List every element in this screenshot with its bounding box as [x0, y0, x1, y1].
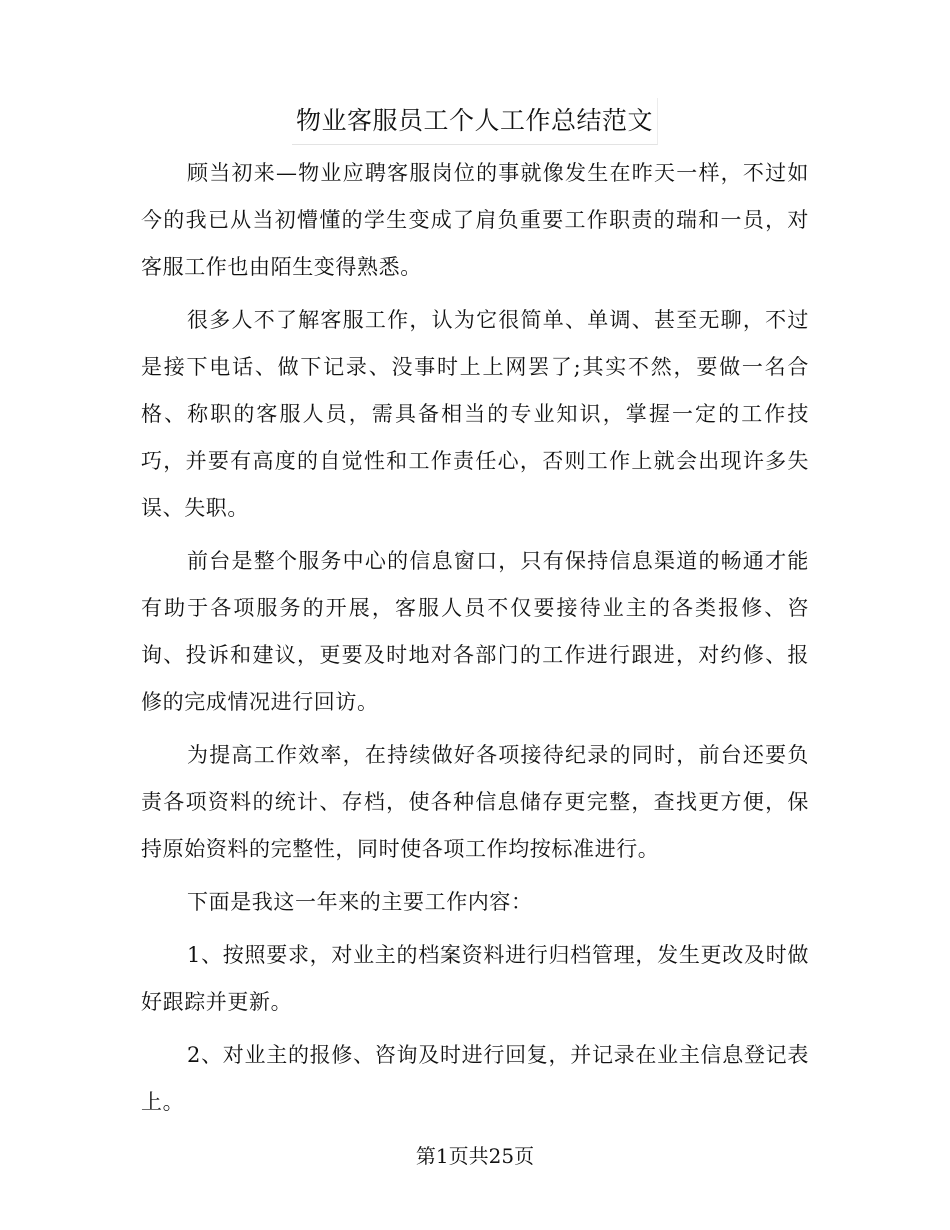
paragraph-1: 顾当初来—物业应聘客服岗位的事就像发生在昨天一样，不过如今的我已从当初懵懂的学生变成了肩负重要工作职责的瑞和一员，对客服工作也由陌生变得熟悉。	[141, 161, 809, 279]
paragraph-2: 很多人不了解客服工作，认为它很简单、单调、甚至无聊，不过是接下电话、做下记录、没事时上上网罢了;其实不然，要做一名合格、称职的客服人员，需具备相当的专业知识，掌握一定的工作技巧，并要有高度的自觉性和工作责任心，否则工作上就会出现许多失误、失职。	[141, 308, 809, 520]
title-container	[0, 98, 950, 145]
paragraph-3: 前台是整个服务中心的信息窗口，只有保持信息渠道的畅通才能有助于各项服务的开展，客服人员不仅要接待业主的各类报修、咨询、投诉和建议，更要及时地对各部门的工作进行跟进，对约修、报修的完成情况进行回访。	[141, 549, 809, 714]
paragraph-7: 2、对业主的报修、咨询及时进行回复，并记录在业主信息登记表上。	[141, 1043, 809, 1114]
paragraph-6: 1、按照要求，对业主的档案资料进行归档管理，发生更改及时做好跟踪并更新。	[141, 943, 809, 1014]
page-title: 物业客服员工个人工作总结范文	[292, 98, 658, 145]
paragraph-4: 为提高工作效率，在持续做好各项接待纪录的同时，前台还要负责各项资料的统计、存档，使各种信息储存更完整，查找更方便，保持原始资料的完整性，同时使各项工作均按标准进行。	[141, 743, 809, 861]
paragraph-5: 下面是我这一年来的主要工作内容：	[187, 890, 533, 914]
document-body	[141, 150, 809, 1132]
page-number-footer: 第1页共25页	[415, 1144, 535, 1168]
